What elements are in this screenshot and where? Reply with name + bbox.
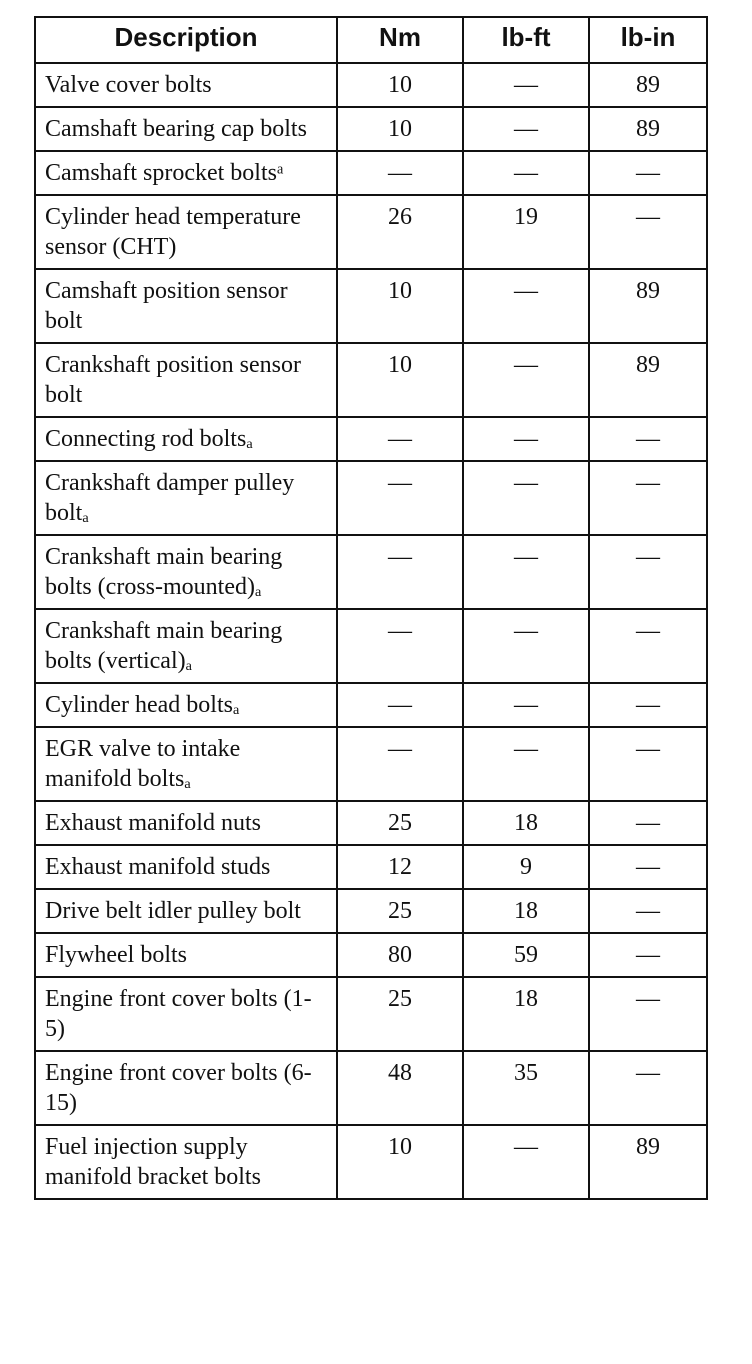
table-row <box>35 151 707 195</box>
cell-lb-in: — <box>589 845 707 889</box>
table-row <box>35 63 707 107</box>
cell-nm: — <box>337 535 463 609</box>
cell-description: Exhaust manifold studs <box>35 845 337 889</box>
cell-lb-ft: — <box>463 609 589 683</box>
cell-lb-in: — <box>589 1051 707 1125</box>
table-row <box>35 535 707 609</box>
table-row <box>35 889 707 933</box>
cell-nm: 10 <box>337 1125 463 1199</box>
cell-description: Crankshaft damper pulley boltₐ <box>35 461 337 535</box>
cell-description: EGR valve to intake manifold boltsₐ <box>35 727 337 801</box>
cell-lb-ft: 9 <box>463 845 589 889</box>
cell-nm: — <box>337 683 463 727</box>
cell-lb-ft: 59 <box>463 933 589 977</box>
cell-description: Camshaft position sensor bolt <box>35 269 337 343</box>
header-lb-in: lb-in <box>589 17 707 63</box>
cell-nm: 10 <box>337 343 463 417</box>
cell-lb-ft: 35 <box>463 1051 589 1125</box>
cell-description: Exhaust manifold nuts <box>35 801 337 845</box>
table-row <box>35 343 707 417</box>
cell-nm: — <box>337 609 463 683</box>
cell-nm: 25 <box>337 889 463 933</box>
cell-description: Crankshaft position sensor bolt <box>35 343 337 417</box>
cell-description: Flywheel bolts <box>35 933 337 977</box>
cell-lb-in: 89 <box>589 1125 707 1199</box>
cell-nm: 12 <box>337 845 463 889</box>
cell-lb-ft: — <box>463 461 589 535</box>
cell-nm: 48 <box>337 1051 463 1125</box>
cell-lb-ft: — <box>463 343 589 417</box>
cell-description: Crankshaft main bearing bolts (vertical)ₐ <box>35 609 337 683</box>
cell-lb-in: — <box>589 933 707 977</box>
cell-description: Cylinder head temperature sensor (CHT) <box>35 195 337 269</box>
table-row <box>35 977 707 1051</box>
cell-lb-in: 89 <box>589 269 707 343</box>
cell-lb-in: — <box>589 801 707 845</box>
cell-lb-in: — <box>589 727 707 801</box>
cell-description: Cylinder head boltsₐ <box>35 683 337 727</box>
cell-lb-in: — <box>589 977 707 1051</box>
cell-lb-ft: — <box>463 269 589 343</box>
cell-lb-ft: — <box>463 417 589 461</box>
cell-lb-in: — <box>589 609 707 683</box>
table-row <box>35 1051 707 1125</box>
cell-lb-in: — <box>589 535 707 609</box>
cell-lb-in: 89 <box>589 63 707 107</box>
table-row <box>35 1125 707 1199</box>
cell-description: Fuel injection supply manifold bracket bolts <box>35 1125 337 1199</box>
cell-lb-ft: — <box>463 683 589 727</box>
table-row <box>35 933 707 977</box>
cell-lb-in: — <box>589 151 707 195</box>
cell-lb-in: — <box>589 461 707 535</box>
table-row <box>35 727 707 801</box>
header-description: Description <box>35 17 337 63</box>
table-row <box>35 107 707 151</box>
cell-description: Camshaft bearing cap bolts <box>35 107 337 151</box>
table-row <box>35 609 707 683</box>
cell-nm: 26 <box>337 195 463 269</box>
table-row <box>35 845 707 889</box>
cell-nm: 80 <box>337 933 463 977</box>
cell-description: Camshaft sprocket boltsᵃ <box>35 151 337 195</box>
cell-description: Engine front cover bolts (6-15) <box>35 1051 337 1125</box>
cell-nm: 10 <box>337 107 463 151</box>
cell-description: Valve cover bolts <box>35 63 337 107</box>
cell-description: Crankshaft main bearing bolts (cross-mounted)ₐ <box>35 535 337 609</box>
header-lb-ft: lb-ft <box>463 17 589 63</box>
torque-spec-table <box>34 16 708 1200</box>
cell-lb-ft: 19 <box>463 195 589 269</box>
table-row <box>35 269 707 343</box>
cell-nm: 10 <box>337 63 463 107</box>
cell-lb-in: — <box>589 683 707 727</box>
cell-nm: 25 <box>337 801 463 845</box>
table-row <box>35 461 707 535</box>
cell-lb-in: — <box>589 195 707 269</box>
cell-lb-ft: — <box>463 727 589 801</box>
cell-nm: — <box>337 461 463 535</box>
cell-description: Drive belt idler pulley bolt <box>35 889 337 933</box>
cell-lb-ft: — <box>463 535 589 609</box>
cell-lb-ft: — <box>463 107 589 151</box>
cell-nm: 25 <box>337 977 463 1051</box>
table-row <box>35 683 707 727</box>
cell-lb-ft: — <box>463 1125 589 1199</box>
cell-lb-ft: — <box>463 151 589 195</box>
header-nm: Nm <box>337 17 463 63</box>
table-row <box>35 417 707 461</box>
table-row <box>35 195 707 269</box>
cell-lb-ft: — <box>463 63 589 107</box>
cell-description: Connecting rod boltsₐ <box>35 417 337 461</box>
cell-lb-in: — <box>589 889 707 933</box>
cell-lb-in: — <box>589 417 707 461</box>
cell-nm: — <box>337 151 463 195</box>
cell-lb-in: 89 <box>589 107 707 151</box>
cell-lb-ft: 18 <box>463 801 589 845</box>
cell-nm: 10 <box>337 269 463 343</box>
cell-lb-ft: 18 <box>463 977 589 1051</box>
table-header-row <box>35 17 707 63</box>
table-row <box>35 801 707 845</box>
cell-description: Engine front cover bolts (1-5) <box>35 977 337 1051</box>
cell-nm: — <box>337 417 463 461</box>
cell-lb-ft: 18 <box>463 889 589 933</box>
cell-nm: — <box>337 727 463 801</box>
cell-lb-in: 89 <box>589 343 707 417</box>
